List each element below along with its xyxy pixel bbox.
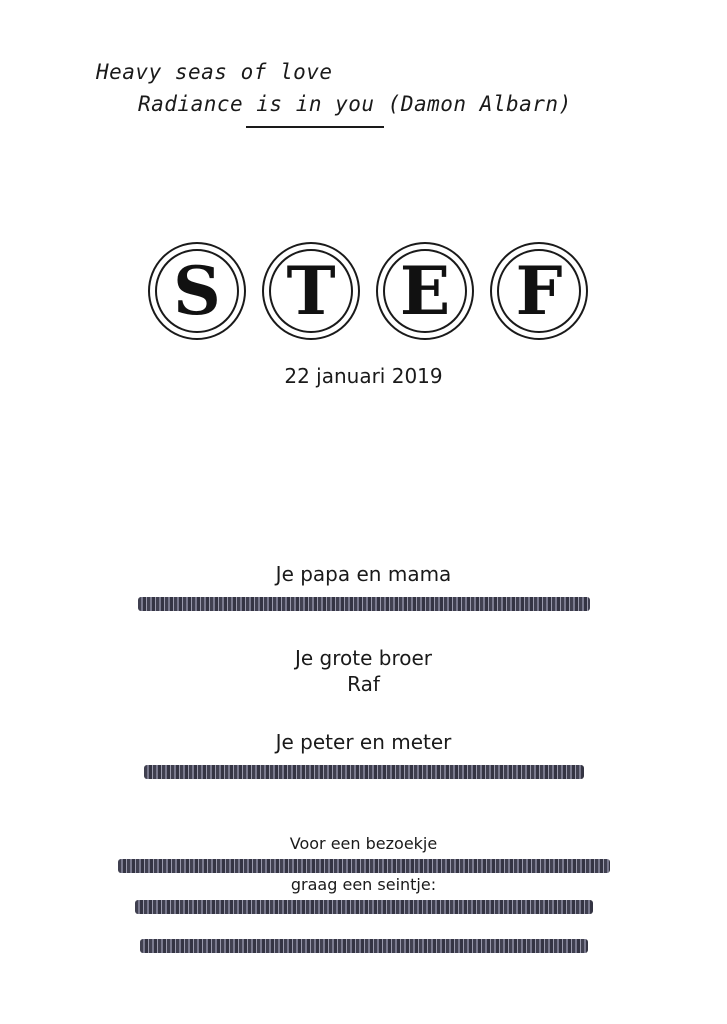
- redacted-address: [118, 859, 610, 873]
- brother-name: Raf: [347, 672, 380, 696]
- monogram-ring: [490, 242, 588, 340]
- name-monogram: [148, 242, 588, 342]
- visit-line-2: graag een seintje:: [290, 875, 437, 894]
- parents-heading: Je papa en mama: [275, 562, 452, 586]
- monogram-ring: [376, 242, 474, 340]
- monogram-ring: [148, 242, 246, 340]
- redacted-phone-numbers: [135, 900, 593, 914]
- monogram-letter: F: [515, 252, 563, 330]
- quote-underline: [246, 126, 384, 128]
- visit-line-1: Voor een bezoekje: [289, 834, 438, 853]
- visit-section: [0, 833, 727, 954]
- parents-section: [0, 561, 727, 612]
- brother-section: [0, 645, 727, 697]
- quote-line-1: Heavy seas of love: [96, 60, 333, 84]
- godparents-heading: Je peter en meter: [275, 730, 452, 754]
- monogram-letter: S: [173, 252, 221, 330]
- redacted-godparents-names: [144, 765, 584, 779]
- brother-heading: Je grote broer: [294, 646, 433, 670]
- birth-date: 22 januari 2019: [284, 364, 443, 388]
- monogram-letter: E: [399, 252, 451, 330]
- redacted-account-info: [140, 939, 588, 953]
- monogram-letter: T: [286, 252, 336, 330]
- redacted-parents-names: [138, 597, 590, 611]
- quote-line-2: Radiance is in you (Damon Albarn): [138, 92, 572, 116]
- monogram-ring: [262, 242, 360, 340]
- godparents-section: [0, 729, 727, 780]
